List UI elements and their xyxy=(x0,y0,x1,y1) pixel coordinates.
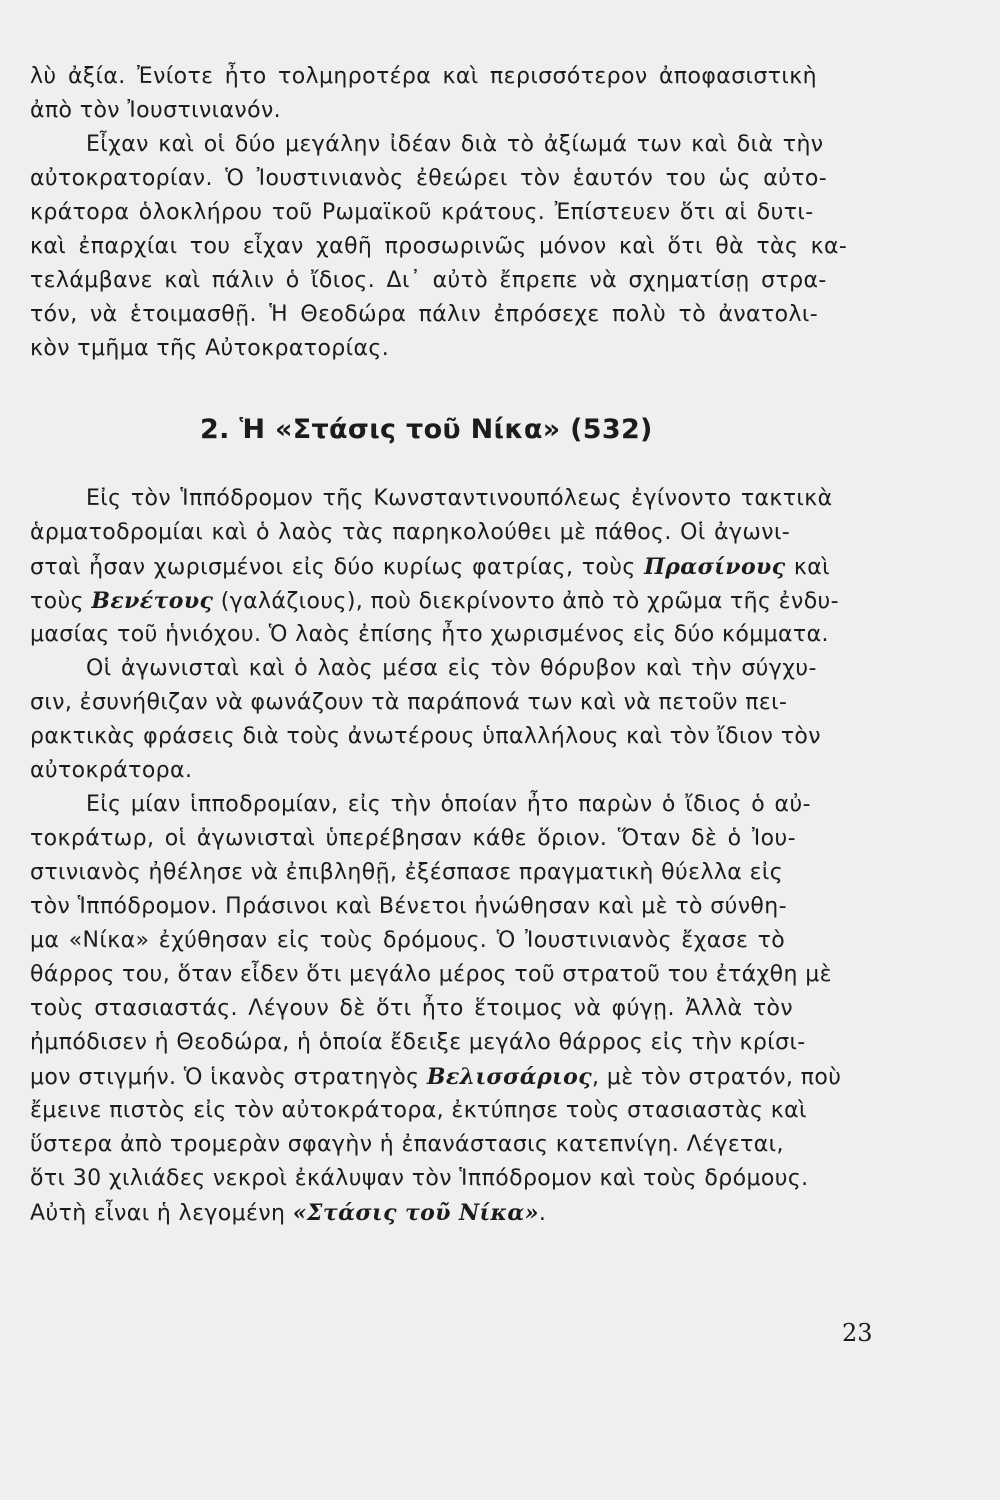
text-line: κὸν τμῆμα τῆς Αὐτοκρατορίας. xyxy=(30,336,390,361)
text-line: ὅτι 30 χιλιάδες νεκροὶ ἐκάλυψαν τὸν Ἱππόδρομον καὶ τοὺς δρόμους. xyxy=(30,1166,809,1191)
emphasized-term: Βενέτους xyxy=(91,588,214,614)
text-span: καὶ xyxy=(785,555,831,580)
text-line: τοὺς στασιαστάς. Λέγουν δὲ ὅτι ἦτο ἕτοιμος νὰ φύγῃ. Ἀλλὰ τὸν xyxy=(30,996,794,1021)
text-span: (γαλάζιους), ποὺ διεκρίνοντο ἀπὸ τὸ χρῶμα τῆς ἐνδυ- xyxy=(213,589,840,614)
text-line: κράτορα ὁλοκλήρου τοῦ Ρωμαϊκοῦ κράτους. Ἐπίστευεν ὅτι αἱ δυτι- xyxy=(30,200,814,225)
text-line: Εἰς τὸν Ἱππόδρομον τῆς Κωνσταντινουπόλεως ἐγίνοντο τακτικὰ xyxy=(86,486,833,511)
text-line xyxy=(30,586,839,617)
text-line: Εἰς μίαν ἱπποδρομίαν, εἰς τὴν ὁποίαν ἦτο παρὼν ὁ ἴδιος ὁ αὐ- xyxy=(86,792,811,817)
text-span: μον στιγμήν. Ὁ ἱκανὸς στρατηγὸς xyxy=(30,1065,427,1090)
text-line: Εἶχαν καὶ οἱ δύο μεγάλην ἰδέαν διὰ τὸ ἀξίωμά των καὶ διὰ τὴν xyxy=(86,132,824,157)
text-line: αὐτοκράτορα. xyxy=(30,758,193,783)
text-line: ἁρματοδρομίαι καὶ ὁ λαὸς τὰς παρηκολούθει μὲ πάθος. Οἱ ἀγωνι- xyxy=(30,520,791,545)
text-line: καὶ ἐπαρχίαι του εἶχαν χαθῆ προσωρινῶς μόνον καὶ ὅτι θὰ τὰς κα- xyxy=(30,234,848,259)
text-line: τελάμβανε καὶ πάλιν ὁ ἴδιος. Δι᾽ αὐτὸ ἔπρεπε νὰ σχηματίσῃ στρα- xyxy=(30,268,827,293)
page-number: 23 xyxy=(842,1319,873,1347)
emphasized-term: Πρασίνους xyxy=(644,554,786,580)
text-line: Οἱ ἀγωνισταὶ καὶ ὁ λαὸς μέσα εἰς τὸν θόρυβον καὶ τὴν σύγχυ- xyxy=(86,656,817,681)
text-line: θάρρος του, ὅταν εἶδεν ὅτι μεγάλο μέρος τοῦ στρατοῦ του ἐτάχθη μὲ xyxy=(30,962,832,987)
text-line: τοκράτωρ, οἱ ἀγωνισταὶ ὑπερέβησαν κάθε ὅριον. Ὅταν δὲ ὁ Ἰου- xyxy=(30,826,796,851)
text-line: ὕστερα ἀπὸ τρομερὰν σφαγὴν ἡ ἐπανάστασις κατεπνίγη. Λέγεται, xyxy=(30,1132,784,1157)
text-line: μασίας τοῦ ἡνιόχου. Ὁ λαὸς ἐπίσης ἦτο χωρισμένος εἰς δύο κόμματα. xyxy=(30,622,829,647)
text-line xyxy=(30,1062,841,1093)
text-line: ἠμπόδισεν ἡ Θεοδώρα, ἡ ὁποία ἔδειξε μεγάλο θάρρος εἰς τὴν κρίσι- xyxy=(30,1030,806,1055)
text-line: ἔμεινε πιστὸς εἰς τὸν αὐτοκράτορα, ἐκτύπησε τοὺς στασιαστὰς καὶ xyxy=(30,1098,807,1123)
text-line: σιν, ἐσυνήθιζαν νὰ φωνάζουν τὰ παράπονά των καὶ νὰ πετοῦν πει- xyxy=(30,690,788,715)
text-line: αὐτοκρατορίαν. Ὁ Ἰουστινιανὸς ἐθεώρει τὸν ἑαυτόν του ὡς αὐτο- xyxy=(30,166,828,191)
text-line: ἀπὸ τὸν Ἰουστινιανόν. xyxy=(30,98,282,123)
text-line: ρακτικὰς φράσεις διὰ τοὺς ἀνωτέρους ὑπαλλήλους καὶ τὸν ἴδιον τὸν xyxy=(30,724,821,749)
text-line: μα «Νίκα» ἐχύθησαν εἰς τοὺς δρόμους. Ὁ Ἰουστινιανὸς ἔχασε τὸ xyxy=(30,928,786,953)
text-line xyxy=(30,552,830,583)
text-span: . xyxy=(538,1201,547,1226)
text-line: στινιανὸς ἠθέλησε νὰ ἐπιβληθῇ, ἐξέσπασε πραγματικὴ θύελλα εἰς xyxy=(30,860,784,885)
text-line: τὸν Ἱππόδρομον. Πράσινοι καὶ Βένετοι ἠνώθησαν καὶ μὲ τὸ σύνθη- xyxy=(30,894,787,919)
text-span: σταὶ ἦσαν χωρισμένοι εἰς δύο κυρίως φατρίας, τοὺς xyxy=(30,555,645,580)
text-span: , μὲ τὸν στρατόν, ποὺ xyxy=(592,1065,842,1090)
emphasized-term: Βελισσάριος xyxy=(426,1064,593,1090)
text-span: Αὐτὴ εἶναι ἡ λεγομένη xyxy=(30,1201,293,1226)
emphasized-term: «Στάσις τοῦ Νίκα» xyxy=(292,1200,539,1226)
text-line: λὺ ἀξία. Ἐνίοτε ἦτο τολμηροτέρα καὶ περισσότερον ἀποφασιστικὴ xyxy=(30,64,817,89)
text-span: τοὺς xyxy=(30,589,92,614)
text-line xyxy=(30,1198,546,1229)
text-line: τόν, νὰ ἑτοιμασθῇ. Ἡ Θεοδώρα πάλιν ἐπρόσεχε πολὺ τὸ ἀνατολι- xyxy=(30,302,819,327)
section-heading: 2. Ἡ «Στάσις τοῦ Νίκα» (532) xyxy=(200,414,653,445)
